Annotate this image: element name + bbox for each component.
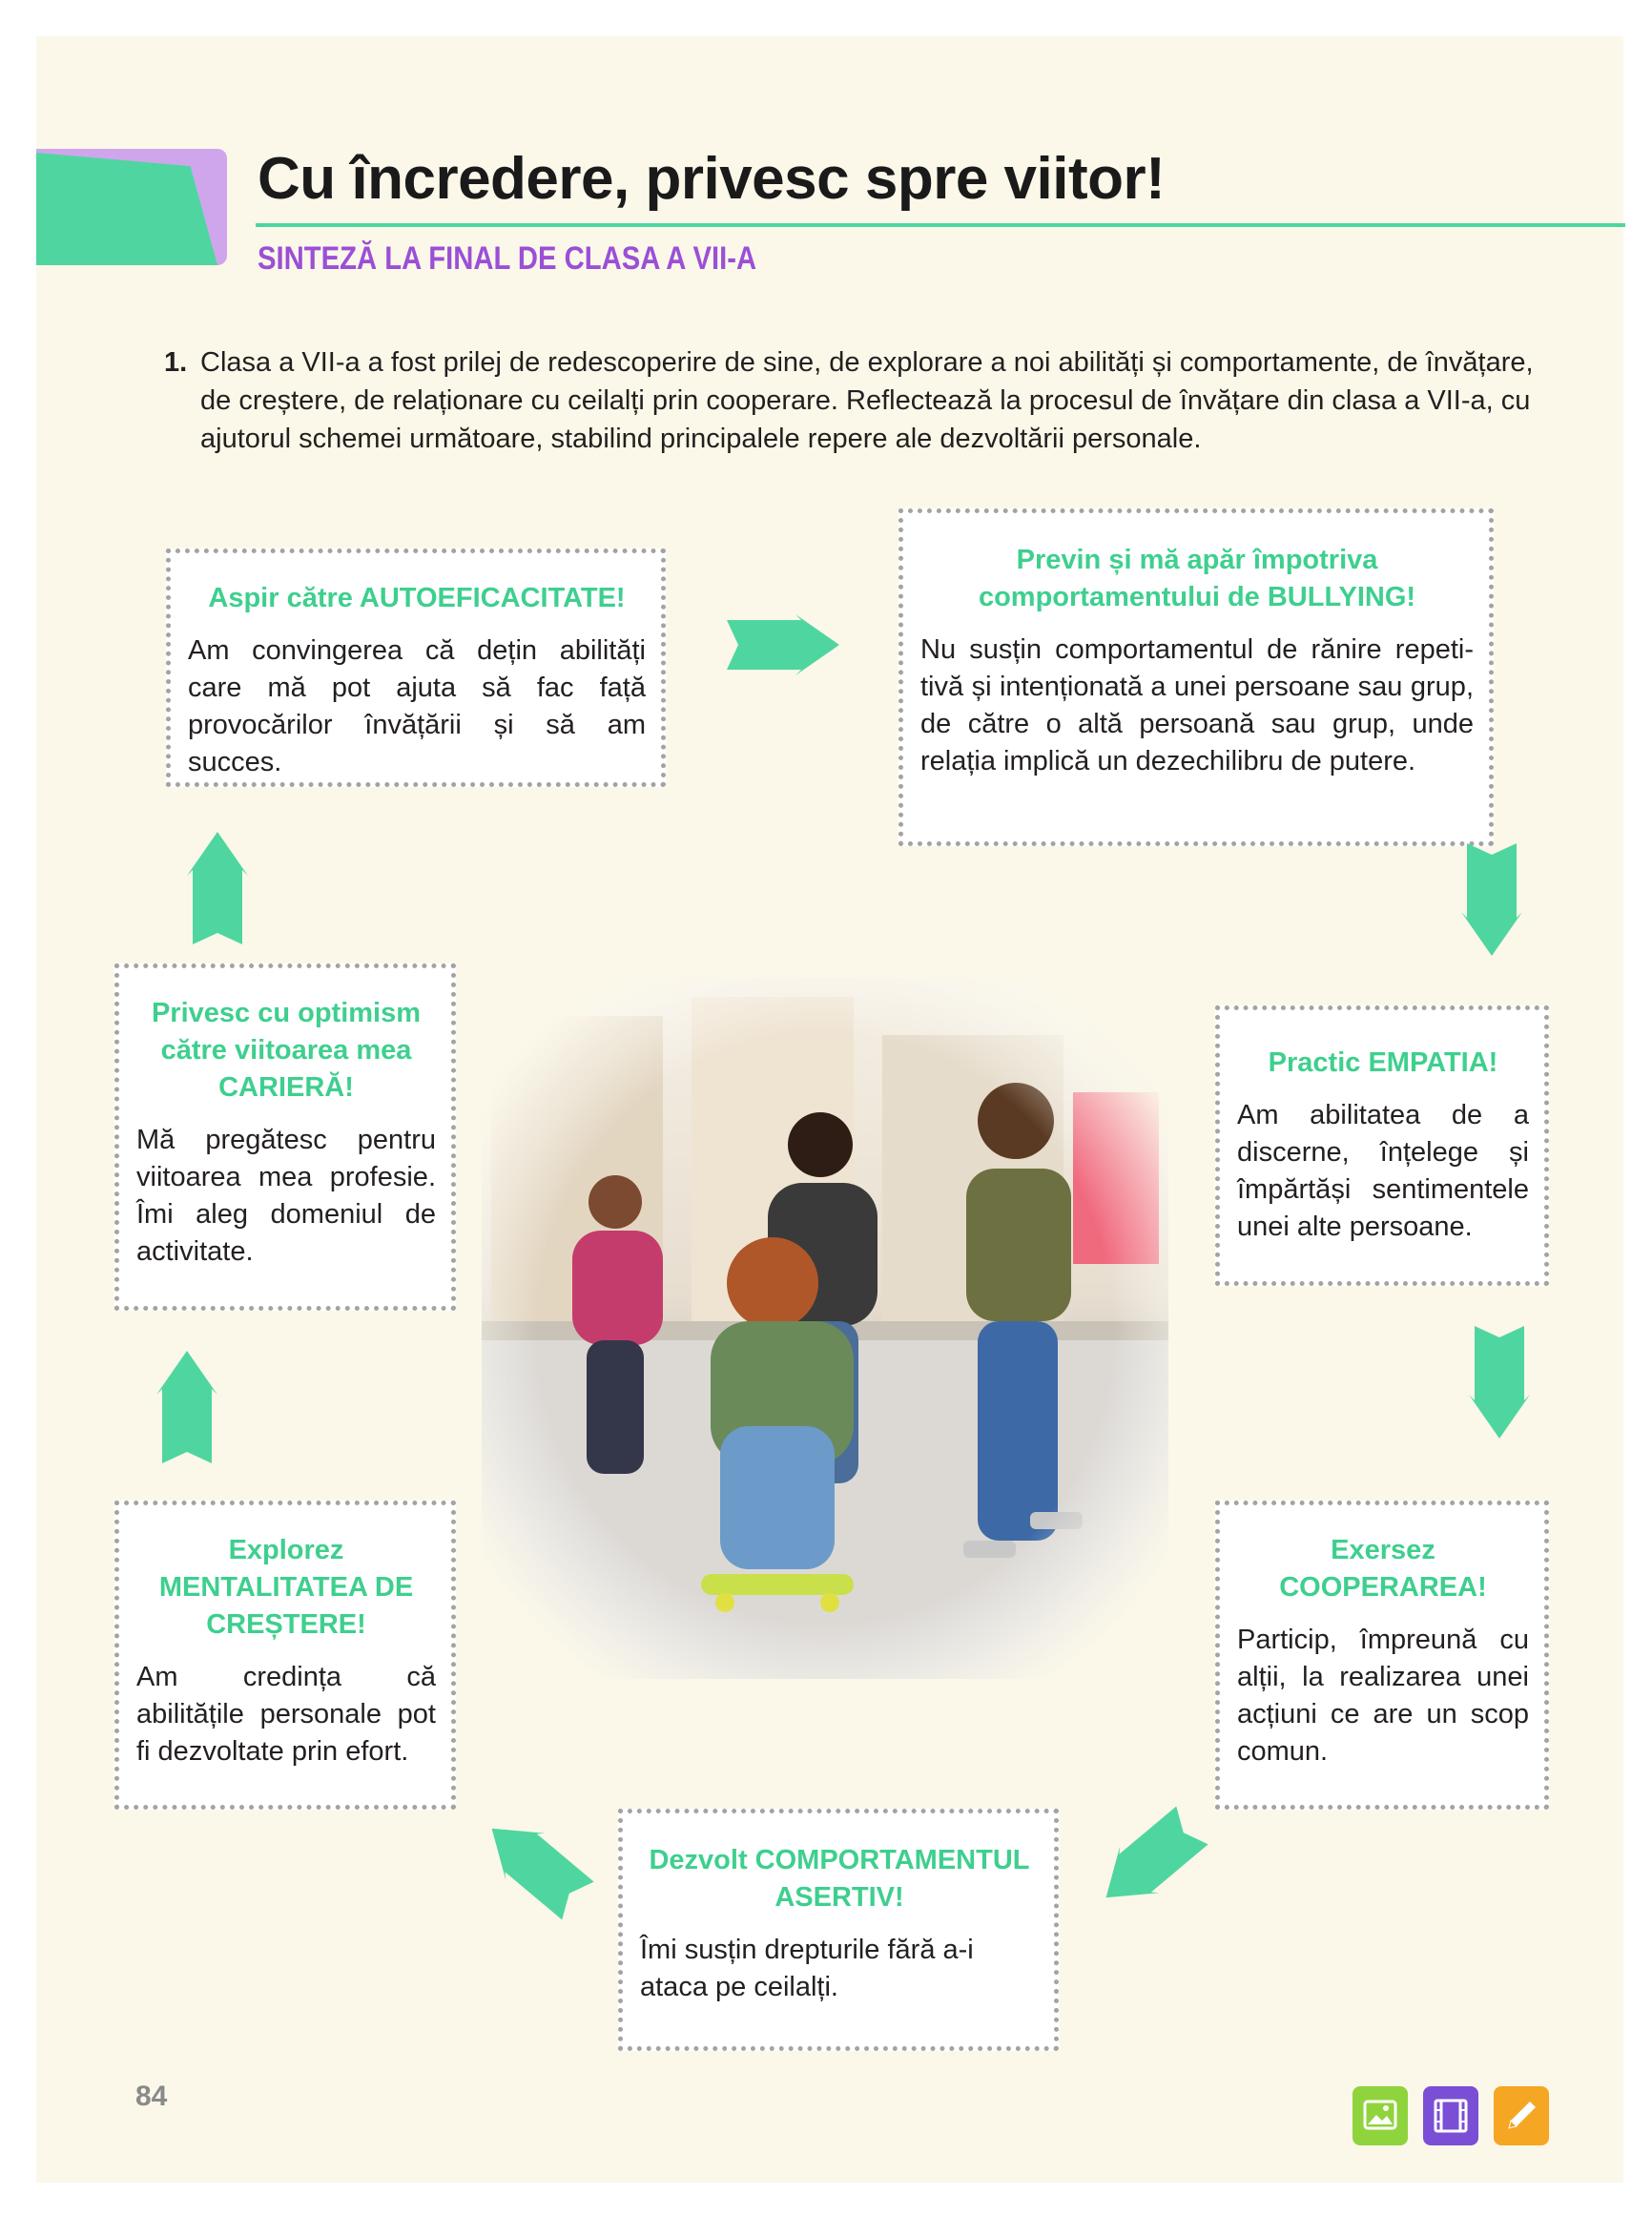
- box-text: Am credința că abilitățile personale pot fi dezvoltate prin efort.: [136, 1662, 436, 1767]
- box-empatia: [1215, 1005, 1549, 1286]
- box-crestere: [114, 1501, 456, 1810]
- page-subtitle: SINTEZĂ LA FINAL DE CLASA A VII-A: [258, 240, 757, 277]
- box-cooperarea: [1215, 1501, 1549, 1810]
- box-bullying: [898, 508, 1494, 846]
- box-asertiv: [618, 1809, 1059, 2051]
- page-title: Cu încredere, privesc spre viitor!: [258, 146, 1166, 212]
- box-autoeficacitate: [166, 549, 666, 787]
- task-text: Clasa a VII-a a fost prilej de redescoperire de sine, de explorare a noi abilități și comportamente, de învățare, de creștere, de relaționare cu ceilalți prin cooperare. Reflectează la procesul de învățare din clasa a VII-a, cu ajutorul schemei următoare, stabilind principalele repere ale dezvoltării personale.: [200, 347, 1534, 454]
- arrow-down-icon: [1461, 843, 1522, 958]
- arrow-down-icon: [1469, 1326, 1530, 1440]
- arrow-up-icon: [156, 1349, 217, 1463]
- box-cariera: [114, 963, 456, 1311]
- box-title: Exersez COOPERAREA!: [1279, 1535, 1487, 1603]
- box-title: Aspir către AUTOEFICACITATE!: [208, 583, 626, 613]
- title-divider: [256, 223, 1625, 227]
- pencil-icon[interactable]: [1494, 2086, 1549, 2145]
- box-title: Previn și mă apăr împotriva comportamentului de BULLYING!: [978, 545, 1416, 612]
- photo-kids-skating: [482, 978, 1168, 1679]
- page-number: 84: [135, 2081, 168, 2112]
- box-title: Explorez MENTALITATEA DE CREȘTERE!: [158, 1535, 414, 1640]
- box-text: Îmi susțin drepturile fără a-i ataca pe ceilalți.: [640, 1935, 974, 2002]
- arrow-right-icon: [727, 614, 841, 675]
- box-title: Practic EMPATIA!: [1268, 1047, 1498, 1078]
- box-title: Privesc cu optimism către viitoarea mea CARIERĂ!: [151, 998, 422, 1103]
- task-1: [164, 343, 1557, 458]
- video-icon[interactable]: [1423, 2086, 1478, 2145]
- box-text: Mă pregătesc pentru viitoarea mea profesie. Îmi aleg domeniul de activitate.: [136, 1125, 436, 1267]
- box-text: Am abilitatea de a discerne, înțelege și împărtăși sentimentele unei alte persoane.: [1237, 1100, 1529, 1242]
- box-text: Particip, împreună cu alții, la realizarea unei acțiuni ce are un scop comun.: [1237, 1625, 1529, 1767]
- arrow-up-icon: [187, 830, 248, 944]
- box-title: Dezvolt COMPORTAMENTUL ASERTIV!: [649, 1845, 1030, 1913]
- header-tab-green: [36, 153, 217, 265]
- task-number: 1.: [164, 347, 188, 378]
- box-text: Nu susțin comportamentul de rănire repetitivă și intenționată a unei persoane sau grup, de către o altă persoană sau grup, unde relația implică un dezechilibru de putere.: [920, 634, 1474, 777]
- box-text: Am convingerea că dețin abilități care mă pot ajuta să fac față provocărilor învățării și să am succes.: [188, 635, 646, 777]
- image-icon[interactable]: [1353, 2086, 1408, 2145]
